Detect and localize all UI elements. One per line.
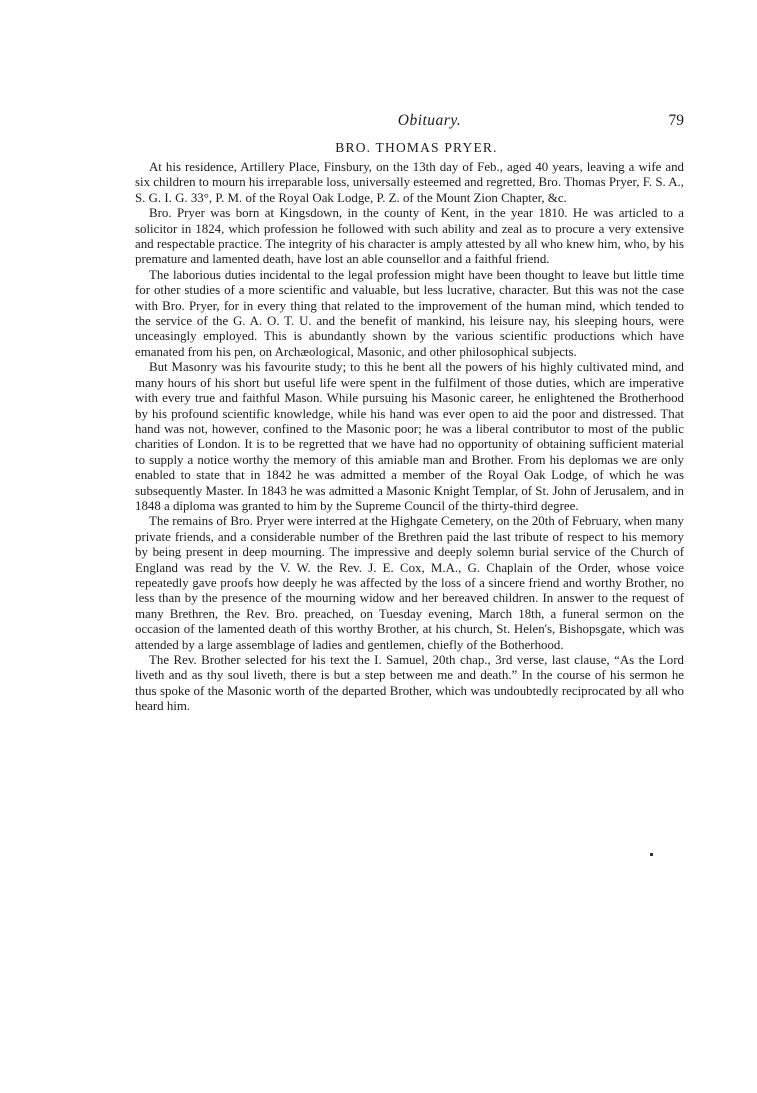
paragraph-4: But Masonry was his favourite study; to this he bent all the powers of his highly cultivated mind, and many hours of his short but useful life were spent in the fulfilment of those duties, which are imperative with every true and faithful Mason. While pursuing his Masonic career, he enlightened the Brotherhood by his profound scientific knowledge, while his hand was ever open to aid the poor and distressed. That hand was not, however, confined to the Masonic poor; he was a liberal contributor to most of the public charities of London. It is to be regretted that we have had no opportunity of obtaining sufficient material to supply a notice worthy the memory of this amiable man and Brother. From his deplomas we are only enabled to state that in 1842 he was admitted a member of the Royal Oak Lodge, of which he was subsequently Master. In 1843 he was admitted a Masonic Knight Templar, of St. John of Jerusalem, and in 1848 a diploma was granted to him by the Supreme Council of the thirty-third degree. [135,360,684,513]
paragraph-6: The Rev. Brother selected for his text the I. Samuel, 20th chap., 3rd verse, last clause, “As the Lord liveth and as thy soul liveth, there is but a step between me and death.” In the course of his sermon he thus spoke of the Masonic worth of the departed Brother, which was undoubtedly reciprocated by all who heard him. [135,653,684,714]
article-body [135,160,684,715]
paragraph-1: At his residence, Artillery Place, Finsbury, on the 13th day of Feb., aged 40 years, leaving a wife and six children to mourn his irreparable loss, universally esteemed and regretted, Bro. Thomas Pryer, F. S. A., S. G. I. G. 33°, P. M. of the Royal Oak Lodge, P. Z. of the Mount Zion Chapter, &c. [135,160,684,205]
running-title: Obituary. [397,112,462,129]
paragraph-2: Bro. Pryer was born at Kingsdown, in the county of Kent, in the year 1810. He was articled to a solicitor in 1824, which profession he followed with such ability and zeal as to procure a very extensive and respectable practice. The integrity of his character is amply attested by all who knew him, who, by his premature and lamented death, have lost an able counsellor and a faithful friend. [135,206,684,267]
page-number: 79 [668,112,684,129]
paragraph-5: The remains of Bro. Pryer were interred at the Highgate Cemetery, on the 20th of February, when many private friends, and a considerable number of the Brethren paid the last tribute of respect to his memory by being present in deep mourning. The impressive and deeply solemn burial service of the Church of England was read by the V. W. the Rev. J. E. Cox, M.A., G. Chaplain of the Order, whose voice repeatedly gave proofs how deeply he was affected by the loss of a sincere friend and worthy Brother, no less than by the presence of the mourning widow and her bereaved children. In answer to the request of many Brethren, the Rev. Bro. preached, on Tuesday evening, March 18th, a funeral sermon on the occasion of the lamented death of this worthy Brother, at his church, St. Helen's, Bishopsgate, which was attended by a large assemblage of ladies and gentlemen, chiefly of the Botherhood. [135,514,684,652]
document-page [135,112,684,715]
running-head [135,112,684,138]
article-title: BRO. THOMAS PRYER. [335,140,498,155]
margin-mark [650,853,653,856]
paragraph-3: The laborious duties incidental to the legal profession might have been thought to leave but little time for other studies of a more scientific and valuable, but less lucrative, character. But this was not the case with Bro. Pryer, for in every thing that related to the improvement of the human mind, which tended to the service of the G. A. O. T. U. and the benefit of mankind, his leisure nay, his sleeping hours, were unceasingly employed. This is abundantly shown by the various scientific productions which have emanated from his pen, on Archæological, Masonic, and other philosophical subjects. [135,267,684,359]
